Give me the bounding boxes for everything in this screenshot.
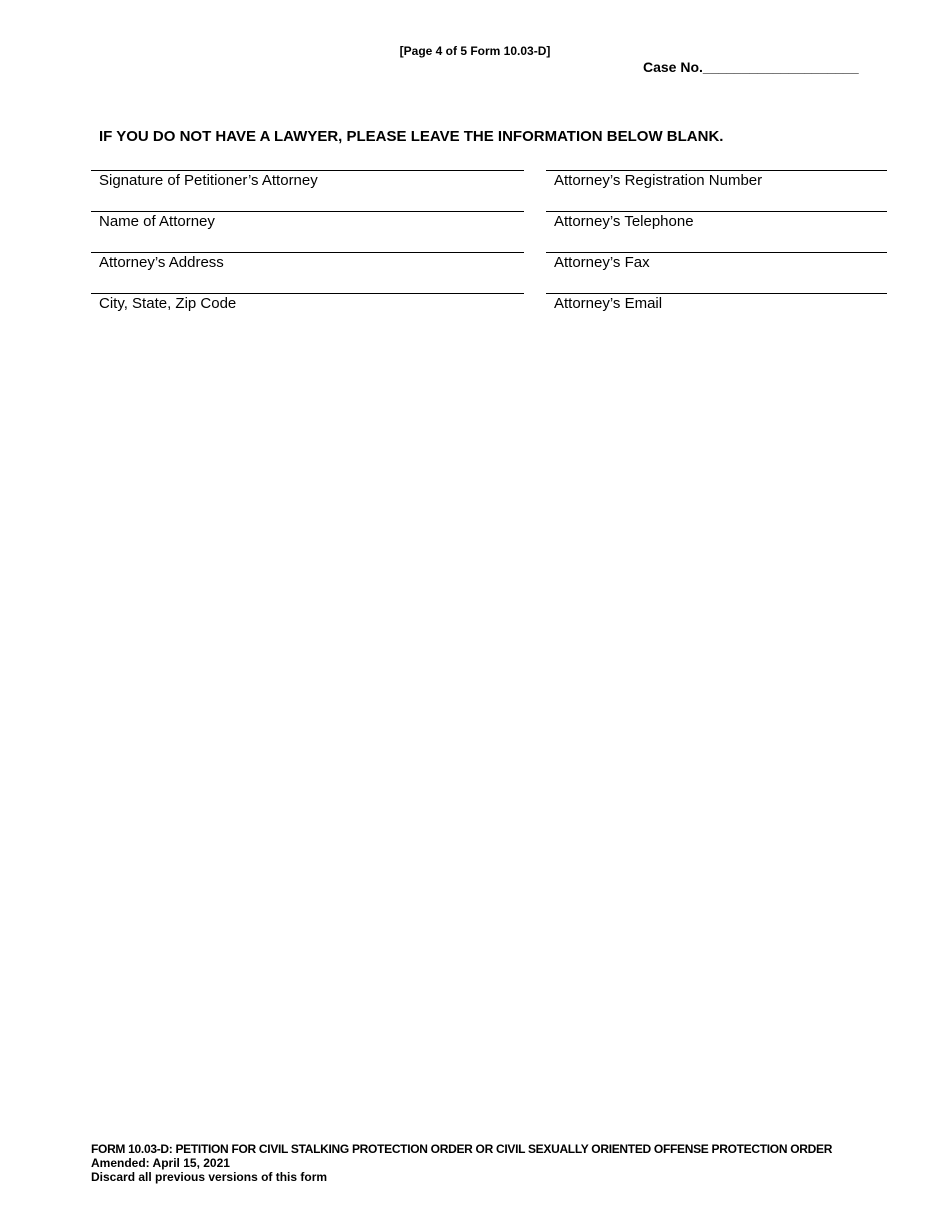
attorney-registration-label: Attorney’s Registration Number bbox=[554, 172, 763, 189]
page-indicator: [Page 4 of 5 Form 10.03-D] bbox=[399, 44, 551, 58]
attorney-registration-field[interactable] bbox=[546, 170, 887, 201]
attorney-telephone-field[interactable] bbox=[546, 211, 887, 242]
attorney-telephone-label: Attorney’s Telephone bbox=[554, 213, 694, 230]
attorney-name-field[interactable] bbox=[91, 211, 524, 242]
attorney-email-field[interactable] bbox=[546, 293, 887, 324]
footer-amended-date: Amended: April 15, 2021 bbox=[91, 1156, 230, 1170]
attorney-signature-label: Signature of Petitioner’s Attorney bbox=[99, 172, 318, 189]
attorney-fax-field[interactable] bbox=[546, 252, 887, 283]
form-footer bbox=[91, 1142, 832, 1184]
no-lawyer-notice: IF YOU DO NOT HAVE A LAWYER, PLEASE LEAVE THE INFORMATION BELOW BLANK. bbox=[99, 128, 724, 145]
attorney-signature-field[interactable] bbox=[91, 170, 524, 201]
attorney-fax-label: Attorney’s Fax bbox=[554, 254, 650, 271]
attorney-city-state-zip-label: City, State, Zip Code bbox=[99, 295, 237, 312]
attorney-address-label: Attorney’s Address bbox=[99, 254, 224, 271]
attorney-city-state-zip-field[interactable] bbox=[91, 293, 524, 324]
attorney-email-label: Attorney’s Email bbox=[554, 295, 663, 312]
case-number-field[interactable]: Case No.____________________ bbox=[643, 59, 859, 75]
attorney-address-field[interactable] bbox=[91, 252, 524, 283]
footer-form-title: FORM 10.03-D: PETITION FOR CIVIL STALKING PROTECTION ORDER OR CIVIL SEXUALLY ORIENTED OFFENSE PROTECTION ORDER bbox=[91, 1142, 833, 1156]
attorney-name-label: Name of Attorney bbox=[99, 213, 215, 230]
footer-discard-note: Discard all previous versions of this form bbox=[91, 1170, 328, 1184]
